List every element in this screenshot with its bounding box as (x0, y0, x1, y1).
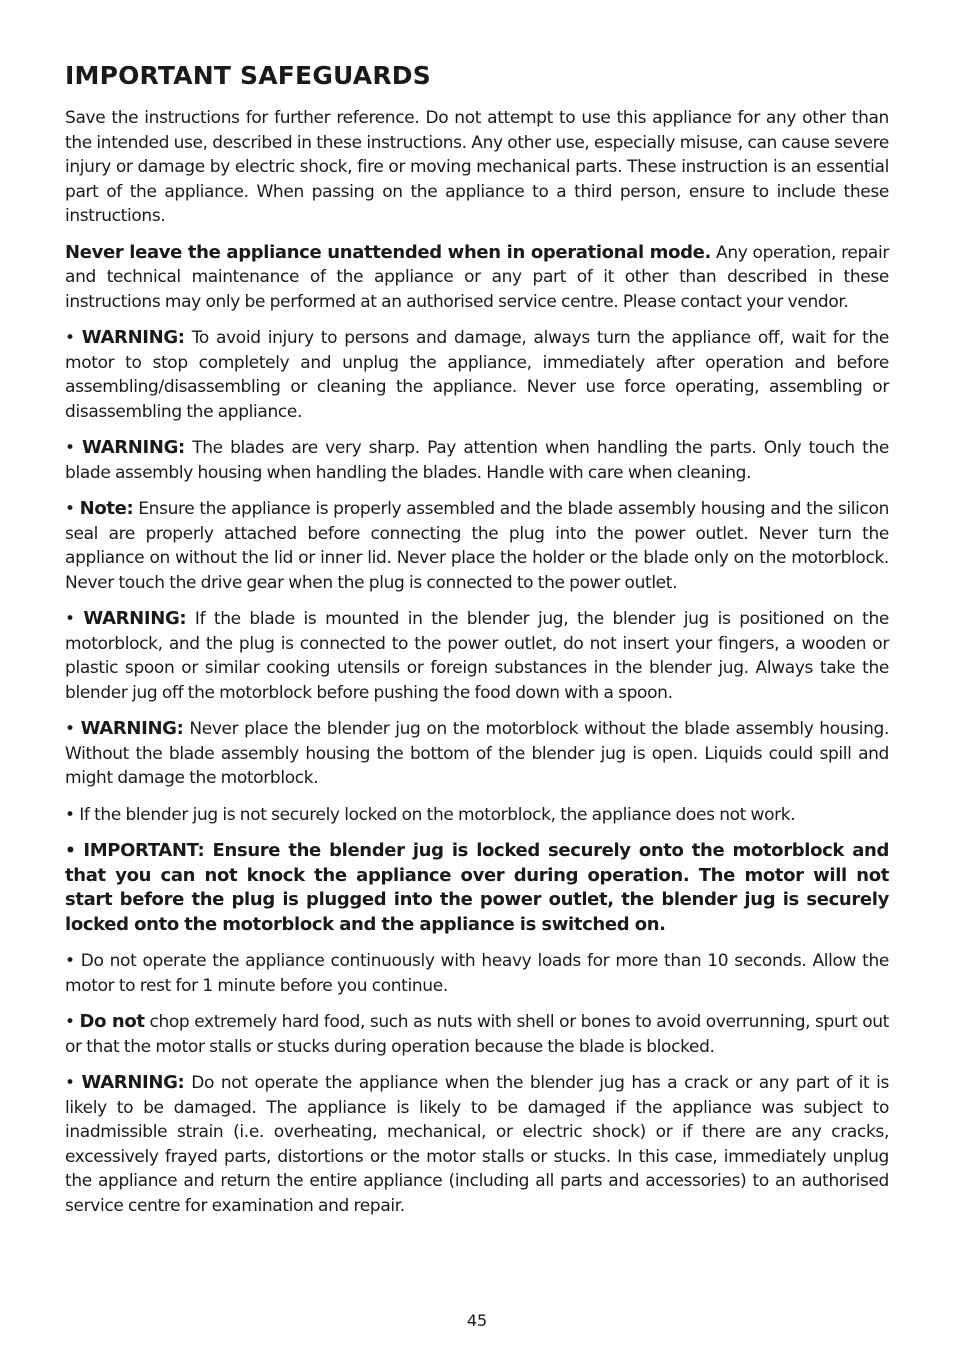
paragraph-lead: WARNING: (81, 327, 185, 348)
bullet-warning-housing (65, 717, 889, 791)
paragraph-text: Do not operate the appliance continuously with heavy loads for more than 10 seconds. Allow the motor to rest for 1 minute before you continue. (65, 951, 889, 996)
paragraph-lead: IMPORTANT: Ensure the blender jug is locked securely onto the motorblock and that you can not knock the appliance over during operation. The motor will not start before the plug is plugged into the power outlet, the blender jug is securely locked onto the motorblock and the appliance is switched on. (65, 840, 889, 935)
bullet-note-assembly (65, 497, 889, 595)
paragraph-text: Do not operate the appliance when the blender jug has a crack or any part of it is likely to be damaged. The appliance is likely to be damaged if the appliance was subject to inadmissible strain (i.e. overheating, mechanical, or electric shock) or if there are any cracks, excessively frayed parts, distortions or the motor stalls or stucks. In this case, immediately unplug the appliance and return the entire appliance (including all parts and accessories) to an authorised service centre for examination and repair. (65, 1073, 890, 1216)
bullet-warning-damaged (65, 1071, 889, 1218)
bullet: • (65, 1012, 80, 1032)
paragraph-text: Never place the blender jug on the motorblock without the blade assembly housing. Without the blade assembly housing the bottom of the blender jug is open. Liquids could spill and might damage the motorblock. (65, 719, 890, 788)
paragraph-text: The blades are very sharp. Pay attention when handling the parts. Only touch the blade assembly housing when handling the blades. Handle with care when cleaning. (65, 438, 889, 483)
bullet: • (65, 438, 83, 458)
bullet-warning-blades (65, 436, 889, 485)
paragraph-unattended (65, 241, 889, 315)
bullet: • (65, 499, 80, 519)
bullet: • (65, 951, 81, 971)
bullet-not-locked (65, 803, 889, 828)
paragraph-intro (65, 106, 889, 229)
paragraph-text: To avoid injury to persons and damage, always turn the appliance off, wait for the motor to stop completely and unplug the appliance, immediately after operation and before assembling/disassembling or cleaning the appliance. Never use force operating, assembling or disassembling the appliance. (65, 328, 889, 422)
paragraph-text: Ensure the appliance is properly assembled and the blade assembly housing and the silicon seal are properly attached before connecting the plug into the power outlet. Never turn the appliance on without the lid or inner lid. Never place the holder or the blade only on the motorblock. Never touch the drive gear when the plug is connected to the power outlet. (65, 499, 890, 593)
paragraph-text: Save the instructions for further reference. Do not attempt to use this appliance for any other than the intended use, described in these instructions. Any other use, especially misuse, can cause severe injury or damage by electric shock, fire or moving mechanical parts. These instruction is an essential part of the appliance. When passing on the appliance to a third person, ensure to include these instructions. (65, 108, 889, 226)
paragraph-text: Any operation, repair and technical maintenance of the appliance or any part of it other than described in these instructions may only be performed at an authorised service centre. Please contact your vendor. (65, 242, 890, 312)
document-page (65, 58, 889, 1230)
bullet-hard-food (65, 1010, 889, 1059)
bullet: • (65, 804, 80, 825)
paragraph-lead: Note: (79, 498, 134, 519)
paragraph-lead: WARNING: (82, 437, 185, 458)
bullet-warning-fingers (65, 607, 889, 705)
page-number: 45 (466, 1311, 488, 1330)
bullet-warning-unplug (65, 326, 889, 424)
paragraph-text: chop extremely hard food, such as nuts with shell or bones to avoid overrunning, spurt out or that the motor stalls or stucks during operation because the blade is blocked. (65, 1012, 889, 1057)
bullet: • (65, 609, 84, 629)
paragraph-text: If the blender jug is not securely locked on the motorblock, the appliance does not work. (79, 804, 796, 825)
bullet: • (65, 1073, 82, 1093)
bullet: • (65, 841, 84, 861)
bullet: • (65, 719, 81, 739)
paragraph-lead: Never leave the appliance unattended when in operational mode. (65, 241, 711, 263)
paragraph-lead: WARNING: (81, 1072, 185, 1093)
paragraph-lead: WARNING: (80, 718, 184, 739)
page-title: IMPORTANT SAFEGUARDS (65, 61, 431, 90)
paragraph-lead: WARNING: (83, 608, 187, 629)
bullet: • (65, 328, 82, 348)
bullet-important-locked (65, 839, 889, 937)
paragraph-text: If the blade is mounted in the blender jug, the blender jug is positioned on the motorblock, and the plug is connected to the power outlet, do not insert your fingers, a wooden or plastic spoon or similar cooking utensils or foreign substances in the blender jug. Always take the blender jug off the motorblock before pushing the food down with a spoon. (65, 609, 890, 703)
bullet-heavy-loads (65, 949, 889, 998)
paragraph-lead: Do not (79, 1011, 145, 1032)
